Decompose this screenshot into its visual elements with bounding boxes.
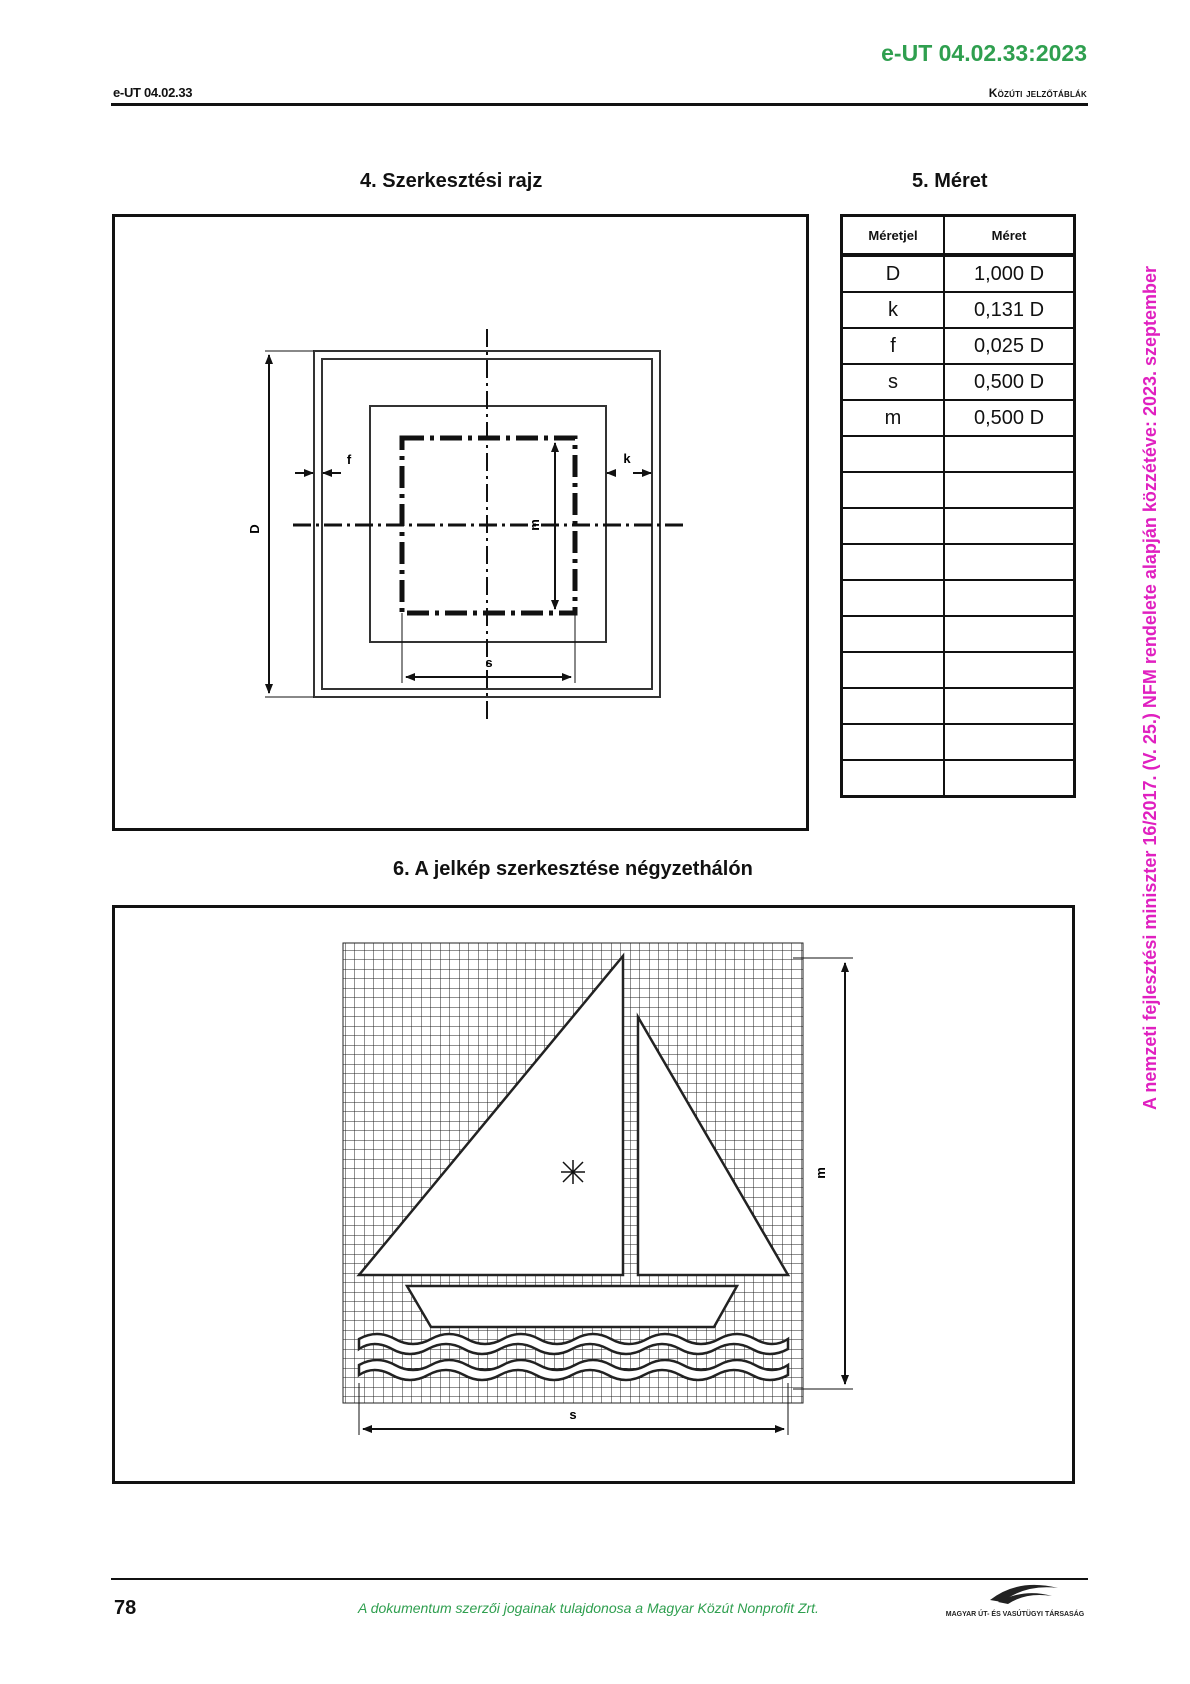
size-value-cell <box>944 688 1075 724</box>
size-symbol-cell <box>842 724 945 760</box>
table-row <box>842 436 1075 472</box>
size-symbol-cell <box>842 544 945 580</box>
size-symbol-cell: f <box>842 328 945 364</box>
size-symbol-cell <box>842 688 945 724</box>
size-value-cell <box>944 724 1075 760</box>
size-table <box>840 214 1076 798</box>
header-left-code: e-UT 04.02.33 <box>113 85 193 100</box>
publisher-logo <box>940 1576 1090 1631</box>
dimension-m-label: m <box>527 519 542 531</box>
size-table-header-size: Méret <box>944 216 1075 256</box>
table-row <box>842 724 1075 760</box>
table-row <box>842 760 1075 797</box>
table-row <box>842 580 1075 616</box>
size-symbol-cell: s <box>842 364 945 400</box>
table-row <box>842 400 1075 436</box>
size-value-cell <box>944 544 1075 580</box>
grid-dimension-s-label: s <box>569 1407 577 1422</box>
page-number: 78 <box>114 1597 137 1619</box>
size-section-title: 5. Méret <box>912 170 988 192</box>
table-row <box>842 544 1075 580</box>
size-symbol-cell: k <box>842 292 945 328</box>
size-symbol-cell <box>842 616 945 652</box>
publisher-name: MAGYAR ÚT- ÉS VASÚTÜGYI TÁRSASÁG <box>945 1611 1085 1618</box>
size-value-cell: 1,000 D <box>944 255 1075 292</box>
size-value-cell <box>944 580 1075 616</box>
table-row <box>842 364 1075 400</box>
size-value-cell <box>944 652 1075 688</box>
size-value-cell: 0,500 D <box>944 400 1075 436</box>
table-row <box>842 472 1075 508</box>
publication-note: A nemzeti fejlesztési miniszter 16/2017. (V. 25.) NFM rendelete alapján közzétéve: 2023. szeptember <box>1140 265 1160 1110</box>
boat-hull <box>407 1286 737 1327</box>
size-value-cell <box>944 508 1075 544</box>
size-symbol-cell <box>842 580 945 616</box>
grid-dimension-m-label: m <box>813 1167 828 1179</box>
size-symbol-cell <box>842 508 945 544</box>
dimension-k-label: k <box>623 451 631 466</box>
road-swoosh-icon <box>940 1576 1090 1626</box>
construction-drawing <box>115 217 806 828</box>
dimension-s-label: s <box>485 655 493 670</box>
dimension-D-label: D <box>247 524 262 534</box>
size-value-cell <box>944 472 1075 508</box>
grid-section-title: 6. A jelkép szerkesztése négyzethálón <box>393 858 753 880</box>
size-symbol-cell <box>842 760 945 797</box>
size-symbol-cell <box>842 436 945 472</box>
size-value-cell <box>944 760 1075 797</box>
size-symbol-cell <box>842 472 945 508</box>
size-value-cell <box>944 616 1075 652</box>
size-value-cell <box>944 436 1075 472</box>
table-row <box>842 688 1075 724</box>
copyright-notice: A dokumentum szerzői jogainak tulajdonosa a Magyar Közút Nonprofit Zrt. <box>358 1600 819 1616</box>
drawing-section-title: 4. Szerkesztési rajz <box>360 170 543 192</box>
size-table-header-symbol: Méretjel <box>842 216 945 256</box>
document-code: e-UT 04.02.33:2023 <box>881 40 1087 66</box>
size-value-cell: 0,025 D <box>944 328 1075 364</box>
header-section-title: Közúti jelzőtáblák <box>988 86 1087 100</box>
symbol-grid-drawing <box>115 908 1072 1481</box>
size-table-header-row <box>842 216 1075 256</box>
size-value-cell: 0,500 D <box>944 364 1075 400</box>
table-row <box>842 255 1075 292</box>
table-row <box>842 328 1075 364</box>
table-row <box>842 616 1075 652</box>
table-row <box>842 508 1075 544</box>
construction-drawing-frame <box>112 214 809 831</box>
size-symbol-cell <box>842 652 945 688</box>
centre-mark <box>561 1160 585 1184</box>
table-row <box>842 652 1075 688</box>
header-rule <box>111 103 1088 106</box>
dimension-f-label: f <box>346 452 352 467</box>
table-row <box>842 292 1075 328</box>
size-symbol-cell: m <box>842 400 945 436</box>
symbol-grid-frame <box>112 905 1075 1484</box>
size-symbol-cell: D <box>842 255 945 292</box>
size-value-cell: 0,131 D <box>944 292 1075 328</box>
